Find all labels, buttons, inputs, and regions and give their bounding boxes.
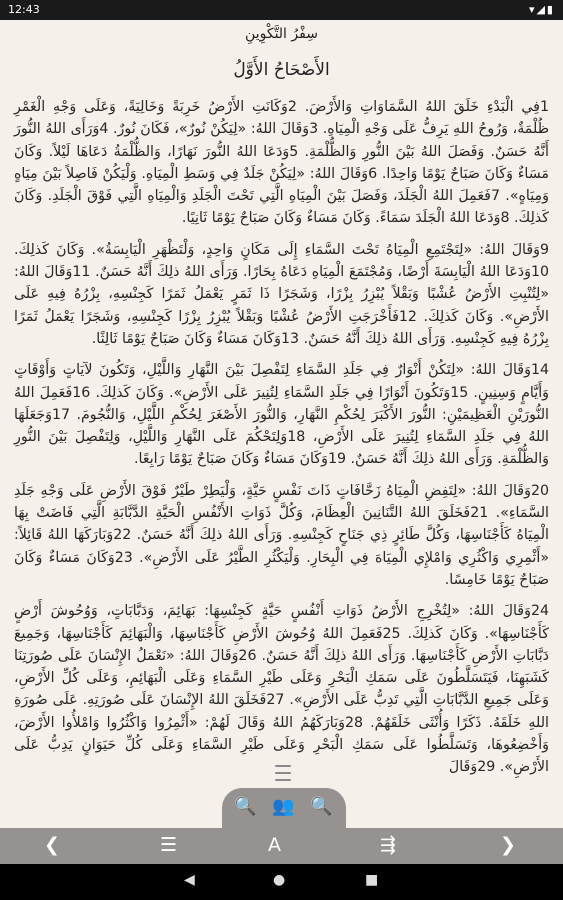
reader-toolbar (0, 828, 563, 864)
previous-chapter-icon[interactable]: ❮ (44, 834, 60, 856)
home-icon[interactable]: ● (273, 872, 286, 888)
system-nav-bar (0, 864, 563, 900)
status-bar (0, 0, 563, 20)
zoom-in-icon[interactable]: 🔍 (234, 796, 257, 817)
verse-paragraph: 24وَقَالَ اللهُ: «لِتُخْرِجِ الأَرْضُ ذَوَاتِ أَنْفُسٍ حَيَّةٍ كَجِنْسِهَا: بَهَائِمَ، وَدَبَّابَاتٍ، وَوُحُوشَ أَرْضٍ كَأَجْنَاسِهَا». وَكَانَ كَذلِكَ. 25فَعَمِلَ اللهُ وُحُوشَ الأَرْضِ كَأَجْنَاسِهَا، وَالْبَهَائِمَ كَأَجْنَاسِهَا، وَجَمِيعَ دَبَّابَاتِ الأَرْضِ كَأَجْنَاسِهَا. وَرَأَى اللهُ ذلِكَ أَنَّهُ حَسَنٌ. 26وَقَالَ اللهُ: «نَعْمَلُ الإِنْسَانَ عَلَى صُورَتِنَا كَشَبَهِنَا، فَيَتَسَلَّطُونَ عَلَى سَمَكِ الْبَحْرِ وَعَلَى طَيْرِ السَّمَاءِ وَعَلَى الْبَهَائِمِ، وَعَلَى كُلِّ الأَرْضِ، وَعَلَى جَمِيعِ الدَّبَّابَاتِ الَّتِي تَدِبُّ عَلَى الأَرْضِ». 27فَخَلَقَ اللهُ الإِنْسَانَ عَلَى صُورَتِهِ. عَلَى صُورَةِ اللهِ خَلَقَهُ. ذَكَرًا وَأُنْثَى خَلَقَهُمْ. 28وَبَارَكَهُمُ اللهُ وَقَالَ لَهُمْ: «أَثْمِرُوا وَاكْثُرُوا وَامْلأُوا الأَرْضَ، وَأَخْضِعُوهَا، وَتَسَلَّطُوا عَلَى سَمَكِ الْبَحْرِ وَعَلَى طَيْرِ السَّمَاءِ وَعَلَى كُلِّ حَيَوَانٍ يَدِبُّ عَلَى الأَرْضِ». 29وَقَالَ (14, 603, 550, 776)
status-time: 12:43 (8, 3, 40, 16)
status-icons: ▾◢▮ (528, 3, 555, 16)
verse-paragraph: 14وَقَالَ اللهُ: «لِتَكُنْ أَنْوَارٌ فِي جَلَدِ السَّمَاءِ لِتَفْصِلَ بَيْنَ النَّهَارِ وَاللَّيْلِ، وَتَكُونَ لآيَاتٍ وَأَوْقَاتٍ وَأَيَّامٍ وَسِنِينٍ. 15وَتَكُونَ أَنْوَارًا فِي جَلَدِ السَّمَاءِ لِتُنِيرَ عَلَى الأَرْضِ». وَكَانَ كَذلِكَ. 16فَعَمِلَ اللهُ النُّورَيْنِ الْعَظِيمَيْنِ: النُّورَ الأَكْبَرَ لِحُكْمِ النَّهَارِ، وَالنُّورَ الأَصْغَرَ لِحُكْمِ اللَّيْلِ، وَالنُّجُومَ. 17وَجَعَلَهَا اللهُ فِي جَلَدِ السَّمَاءِ لِتُنِيرَ عَلَى الأَرْضِ، 18وَلِتَحْكُمَ عَلَى النَّهَارِ وَاللَّيْلِ، وَلِتَفْصِلَ بَيْنَ النُّورِ وَالظُّلْمَةِ. وَرَأَى اللهُ ذلِكَ أَنَّهُ حَسَنٌ. 19وَكَانَ مَسَاءٌ وَكَانَ صَبَاحٌ يَوْمًا رَابِعًا. (14, 362, 549, 468)
share-icon[interactable]: ⇶ (380, 834, 396, 856)
verse-paragraph: 1فِي الْبَدْءِ خَلَقَ اللهُ السَّمَاوَاتِ وَالأَرْضَ. 2وَكَانَتِ الأَرْضُ خَرِبَةً وَخَالِيَةً، وَعَلَى وَجْهِ الْغَمْرِ ظُلْمَةٌ، وَرُوحُ اللهِ يَرِفُّ عَلَى وَجْهِ الْمِيَاهِ. 3وَقَالَ اللهُ: «لِيَكُنْ نُورٌ»، فَكَانَ نُورٌ. 4وَرَأَى اللهُ النُّورَ أَنَّهُ حَسَنٌ. وَفَصَلَ اللهُ بَيْنَ النُّورِ وَالظُّلْمَةِ. 5وَدَعَا اللهُ النُّورَ نَهَارًا، وَالظُّلْمَةُ دَعَاهَا لَيْلاً. وَكَانَ مَسَاءٌ وَكَانَ صَبَاحٌ يَوْمًا وَاحِدًا. 6وَقَالَ اللهُ: «لِيَكُنْ جَلَدٌ فِي وَسَطِ الْمِيَاهِ. وَلْيَكُنْ فَاصِلاً بَيْنَ مِيَاهٍ وَمِيَاهٍ». 7فَعَمِلَ اللهُ الْجَلَدَ، وَفَصَلَ بَيْنَ الْمِيَاهِ الَّتِي تَحْتَ الْجَلَدِ وَالْمِيَاهِ الَّتِي فَوْقَ الْجَلَدِ. وَكَانَ كَذلِكَ. 8وَدَعَا اللهُ الْجَلَدَ سَمَاءً. وَكَانَ مَسَاءٌ وَكَانَ صَبَاحٌ يَوْمًا ثَانِيًا. (14, 99, 549, 227)
back-icon[interactable]: ◀ (184, 872, 195, 888)
font-settings-icon[interactable]: A (268, 834, 281, 856)
chapter-list-icon[interactable]: ☰ (160, 834, 178, 856)
zoom-controls (222, 788, 346, 828)
verse-paragraph: 20وَقَالَ اللهُ: «لِتَفِضِ الْمِيَاهُ زَحَّافَاتٍ ذَاتَ نَفْسٍ حَيَّةٍ، وَلْيَطِرْ طَيْرٌ فَوْقَ الأَرْضِ عَلَى وَجْهِ جَلَدِ السَّمَاءِ». 21فَخَلَقَ اللهُ التَّنَانِينَ الْعِظَامَ، وَكُلَّ ذَوَاتِ الأَنْفُسِ الْحَيَّةِ الدَّبَّابَةِ الَّتِي فَاضَتْ بِهَا الْمِيَاهُ كَأَجْنَاسِهَا، وَكُلَّ طَائِرٍ ذِي جَنَاحٍ كَجِنْسِهِ. وَرَأَى اللهُ ذلِكَ أَنَّهُ حَسَنٌ. 22وَبَارَكَهَا اللهُ قَائِلاً: «أَثْمِرِي وَاكْثُرِي وَامْلإِي الْمِيَاهَ فِي الْبِحَارِ. وَلْيَكْثُرِ الطَّيْرُ عَلَى الأَرْضِ». 23وَكَانَ مَسَاءٌ وَكَانَ صَبَاحٌ يَوْمًا خَامِسًا. (14, 482, 549, 588)
book-title: سِفْرُ التَّكْوِينِ (245, 26, 318, 42)
chapter-text (0, 96, 563, 779)
verse-paragraph: 9وَقَالَ اللهُ: «لِتَجْتَمِعِ الْمِيَاهُ تَحْتَ السَّمَاءِ إِلَى مَكَانٍ وَاحِدٍ، وَلْتَظْهَرِ الْيَابِسَةُ». وَكَانَ كَذلِكَ. 10وَدَعَا اللهُ الْيَابِسَةَ أَرْضًا، وَمُجْتَمَعَ الْمِيَاهِ دَعَاهُ بِحَارًا. وَرَأَى اللهُ ذلِكَ أَنَّهُ حَسَنٌ. 11وَقَالَ اللهُ: «لِتُنْبِتِ الأَرْضُ عُشْبًا وَبَقْلاً يُبْزِرُ بِزْرًا، وَشَجَرًا ذَا ثَمَرٍ يَعْمَلُ ثَمَرًا كَجِنْسِهِ، بِزْرُهُ فِيهِ عَلَى الأَرْضِ». وَكَانَ كَذلِكَ. 12فَأَخْرَجَتِ الأَرْضُ عُشْبًا وَبَقْلاً يُبْزِرُ بِزْرًا كَجِنْسِهِ، وَشَجَرًا يَعْمَلُ ثَمَرًا بِزْرُهُ فِيهِ كَجِنْسِهِ. وَرَأَى اللهُ ذلِكَ أَنَّهُ حَسَنٌ. 13وَكَانَ مَسَاءٌ وَكَانَ صَبَاحٌ يَوْمًا ثَالِثًا. (14, 241, 549, 347)
reader-page[interactable] (0, 20, 563, 864)
drag-handle-icon[interactable] (275, 765, 291, 781)
recent-apps-icon[interactable]: ■ (365, 872, 379, 888)
chapter-title: الأَصْحَاحُ الأَوَّلُ (233, 60, 330, 80)
next-chapter-icon[interactable]: ❯ (500, 834, 516, 856)
zoom-out-icon[interactable]: 🔍 (310, 796, 333, 817)
contacts-icon[interactable]: 👥 (272, 796, 295, 817)
